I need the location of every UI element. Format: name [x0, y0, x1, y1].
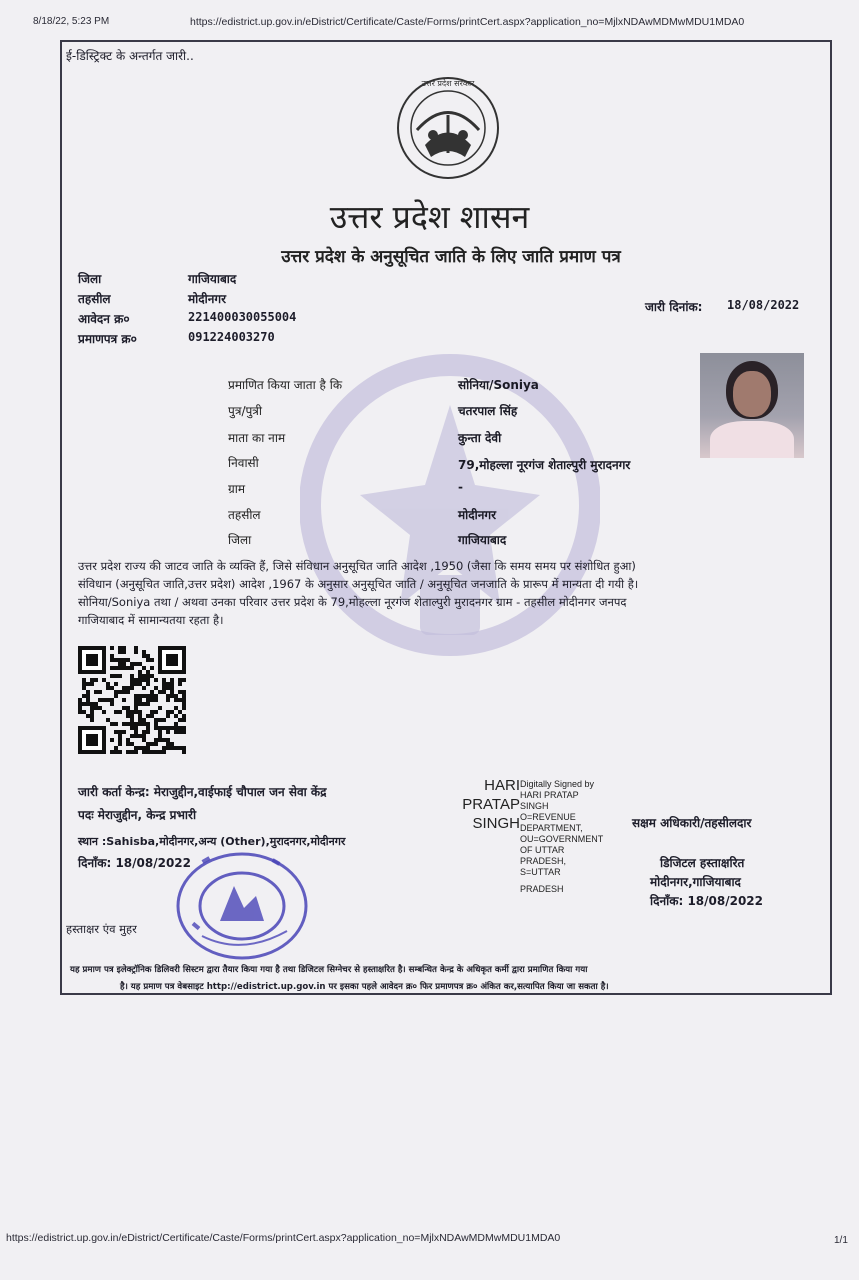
issued-under-text: ई-डिस्ट्रिक्ट के अन्तर्गत जारी..: [66, 49, 194, 63]
issue-place: स्थान :Sahisba,मोदीनगर,अन्य (Other),मुरादनगर,मोदीनगर: [78, 835, 346, 848]
detail-value-address: 79,मोहल्ला नूरगंज शेताल्पुरी मुरादनगर: [458, 458, 631, 472]
issuing-center: जारी कर्ता केन्द्र: मेराजुद्दीन,वाईफाई चौपाल जन सेवा केंद्र: [78, 785, 327, 799]
watermark-emblem-icon: [300, 335, 600, 675]
detail-label-certified: प्रमाणित किया जाता है कि: [228, 378, 343, 392]
detail-value-name: सोनिया/Soniya: [458, 378, 539, 392]
detail-value-mother: कुन्ता देवी: [458, 431, 502, 445]
issuer-post: पदः मेराजुद्दीन, केन्द्र प्रभारी: [78, 808, 197, 822]
issuer-date: दिनाँक: 18/08/2022: [78, 856, 192, 870]
print-page-count: 1/1: [834, 1235, 848, 1246]
footer-note-1: यह प्रमाण पत्र इलेक्ट्रॉनिक डिलिवरी सिस्टम द्वारा तैयार किया गया है तथा डिजिटल सिग्नेचर से हस्ताक्षरित है। सम्बन्धित केन्द्र के अधिकृत कर्मी द्वारा प्रमाणित किया गया: [70, 965, 588, 975]
emblem-text: उत्तर प्रदेश सरकार: [421, 79, 475, 88]
body-line-3: सोनिया/Soniya तथा / अथवा उनका परिवार उत्तर प्रदेश के 79,मोहल्ला नूरगंज शेताल्पुरी मुरादनगर ग्राम - तहसील मोदीनगर जनपद: [78, 595, 627, 609]
body-line-1: उत्तर प्रदेश राज्य की जाटव जाति के व्यक्ति हैं, जिसे संविधान अनुसूचित जाति आदेश ,1950 (जैसा कि समय समय पर संशोधित हुआ): [78, 559, 636, 573]
applicant-photo: [700, 353, 804, 458]
district-value: गाजियाबाद: [188, 272, 237, 286]
certificate-number: 091224003270: [188, 330, 275, 344]
qr-code-icon: [78, 646, 186, 754]
footer-note-2: है। यह प्रमाण पत्र वेबसाइट http://edistrict.up.gov.in पर इसका पहले आवेदन क्र० फिर प्रमाणपत्र क्र० अंकित कर,सत्यापित किया जा सकता है।: [120, 982, 609, 992]
issue-date-label: जारी दिनांक:: [645, 300, 703, 314]
print-url-bottom: https://edistrict.up.gov.in/eDistrict/Certificate/Caste/Forms/printCert.aspx?application_no=MjlxNDAwMDMwMDU1MDA0: [6, 1232, 561, 1244]
tehsil-label: तहसील: [78, 292, 111, 306]
detail-value-father: चतरपाल सिंह: [458, 404, 518, 418]
detail-value-village: -: [458, 480, 463, 494]
certificate-number-label: प्रमाणपत्र क्र०: [78, 332, 137, 346]
print-datetime: 8/18/22, 5:23 PM: [33, 16, 110, 27]
body-line-4: गाजियाबाद में सामान्यतया रहता है।: [78, 613, 224, 627]
district-label: जिला: [78, 272, 102, 286]
authority-date: दिनाँक: 18/08/2022: [650, 894, 764, 908]
detail-label-resident: निवासी: [228, 456, 259, 470]
detail-label-mother: माता का नाम: [228, 431, 286, 445]
gov-title: उत्तर प्रदेश शासन: [329, 198, 530, 236]
cert-title: उत्तर प्रदेश के अनुसूचित जाति के लिए जाति प्रमाण पत्र: [281, 247, 621, 267]
issue-date: 18/08/2022: [727, 298, 800, 312]
official-stamp-icon: [172, 846, 312, 964]
sign-seal-label: हस्ताक्षर एंव मुहर: [66, 922, 137, 936]
signer-name: HARI PRATAP SINGH: [462, 777, 520, 832]
authority-digital-signed: डिजिटल हस्ताक्षरित: [660, 856, 745, 870]
application-number: 221400030055004: [188, 310, 297, 324]
authority-location: मोदीनगर,गाजियाबाद: [650, 875, 741, 889]
body-line-2: संविधान (अनुसूचित जाति,उत्तर प्रदेश) आदेश ,1967 के अनुसार अनुसूचित जाति / अनुसूचित जनजाति के प्रारूप में मान्यता दी गयी है।: [78, 577, 639, 591]
up-emblem-icon: [395, 75, 501, 181]
detail-label-tehsil: तहसील: [228, 508, 261, 522]
detail-value-tehsil: मोदीनगर: [458, 508, 497, 522]
authority-title: सक्षम अधिकारी/तहसीलदार: [632, 816, 752, 830]
detail-label-village: ग्राम: [228, 482, 246, 496]
detail-label-child-of: पुत्र/पुत्री: [228, 404, 263, 418]
tehsil-value: मोदीनगर: [188, 292, 227, 306]
detail-value-district: गाजियाबाद: [458, 533, 507, 547]
application-label: आवेदन क्र०: [78, 312, 130, 326]
print-url-top: https://edistrict.up.gov.in/eDistrict/Certificate/Caste/Forms/printCert.aspx?application_no=MjlxNDAwMDMwMDU1MDA0: [190, 16, 745, 28]
digital-signature-details: Digitally Signed by HARI PRATAP SINGH O=REVENUE DEPARTMENT, OU=GOVERNMENT OF UTTAR PRADESH, S=UTTAR PRADESH: [520, 779, 604, 894]
detail-label-district: जिला: [228, 533, 252, 547]
